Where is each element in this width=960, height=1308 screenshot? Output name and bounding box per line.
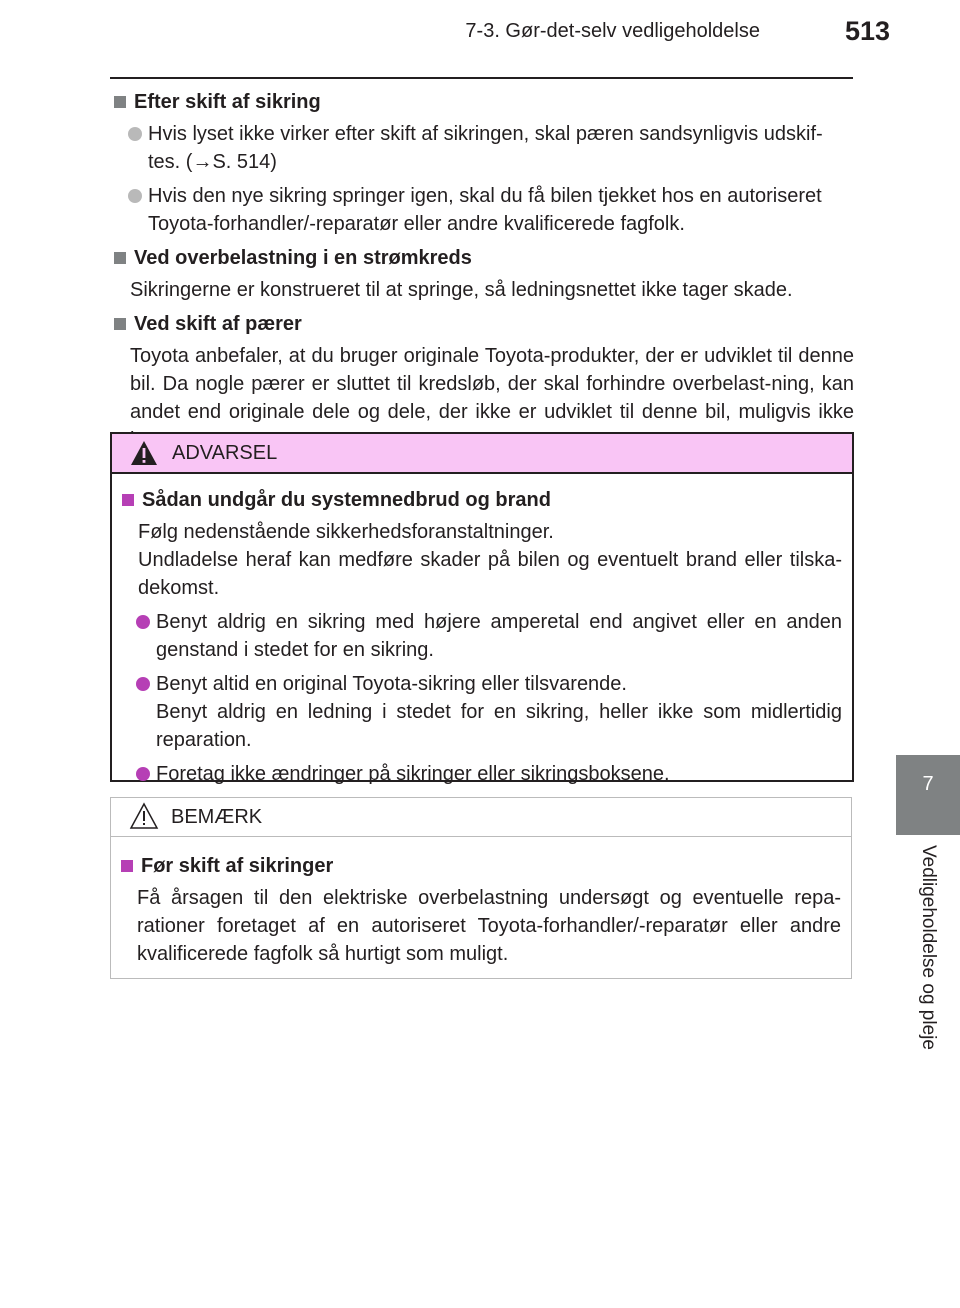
chapter-title: Vedligeholdelse og pleje bbox=[918, 845, 939, 1050]
note-text: Få årsagen til den elektriske overbelastning undersøgt og eventuelle repa-rationer foretaget af en autoriseret Toyota-forhandler/-reparatør eller andre kvalificerede fagfolk så hurtigt som muligt. bbox=[137, 887, 841, 965]
section-title: 7-3. Gør-det-selv vedligeholdelse bbox=[465, 20, 760, 42]
page-number: 513 bbox=[844, 16, 890, 46]
bullet-text: Benyt aldrig en ledning i stedet for en sikring, heller ikke som midlertidig reparation. bbox=[156, 701, 842, 751]
paragraph: Toyota anbefaler, at du bruger originale Toyota-produkter, der er udviklet til denne bil. Da nogle pærer er sluttet til kredsløb, der skal forhindre overbelast-ning, kan andet end originale dele og dele, der ikke er udviklet til denne bil, muligvis ikke bbox=[130, 345, 854, 423]
warning-bullet bbox=[136, 608, 842, 664]
section-heading bbox=[112, 244, 854, 272]
warning-bullet bbox=[136, 760, 842, 788]
circle-bullet-icon bbox=[136, 615, 150, 629]
circle-bullet-icon bbox=[128, 189, 142, 203]
bullet-text: Hvis den nye sikring springer igen, skal du få bilen tjekket hos en autoriseret Toyota-forhandler/-reparatør eller andre kvalificerede fagfolk. bbox=[148, 185, 822, 235]
square-bullet-icon bbox=[114, 318, 126, 330]
note-box bbox=[110, 797, 852, 979]
heading-text: Ved overbelastning i en strømkreds bbox=[134, 247, 472, 269]
circle-bullet-icon bbox=[136, 767, 150, 781]
bullet-text: Benyt altid en original Toyota-sikring eller tilsvarende. bbox=[156, 673, 627, 695]
warning-header bbox=[112, 434, 852, 474]
square-bullet-icon bbox=[121, 860, 133, 872]
warning-triangle-icon bbox=[130, 440, 158, 466]
warning-intro: Undladelse heraf kan medføre skader på bilen og eventuelt brand eller tilska-dekomst. bbox=[138, 549, 842, 599]
paragraph: Sikringerne er konstrueret til at springe, så ledningsnettet ikke tager skade. bbox=[130, 279, 793, 301]
section-heading bbox=[112, 310, 854, 338]
heading-text: Efter skift af sikring bbox=[134, 91, 321, 113]
square-bullet-icon bbox=[114, 96, 126, 108]
main-content bbox=[112, 88, 854, 460]
square-bullet-icon bbox=[122, 494, 134, 506]
caution-triangle-outline-icon bbox=[129, 802, 159, 830]
bullet-item bbox=[128, 120, 854, 176]
warning-bullet bbox=[136, 670, 842, 754]
warning-title: ADVARSEL bbox=[172, 442, 278, 464]
chapter-number: 7 bbox=[922, 773, 934, 795]
circle-bullet-icon bbox=[136, 677, 150, 691]
note-heading bbox=[119, 852, 841, 880]
bullet-text: Hvis lyset ikke virker efter skift af sikringen, skal pæren sandsynligvis udskif-tes. (→S. 514) bbox=[148, 123, 823, 173]
note-title: BEMÆRK bbox=[171, 806, 263, 828]
square-bullet-icon bbox=[114, 252, 126, 264]
bullet-item bbox=[128, 182, 854, 238]
section-heading bbox=[112, 88, 854, 116]
bullet-text: Foretag ikke ændringer på sikringer eller sikringsboksene. bbox=[156, 763, 670, 785]
circle-bullet-icon bbox=[128, 127, 142, 141]
warning-intro: Følg nedenstående sikkerhedsforanstaltninger. bbox=[138, 521, 554, 543]
heading-text: Før skift af sikringer bbox=[141, 855, 334, 877]
warning-body bbox=[120, 486, 842, 794]
warning-heading bbox=[120, 486, 842, 514]
header-divider bbox=[110, 77, 853, 79]
heading-text: Ved skift af pærer bbox=[134, 313, 302, 335]
heading-text: Sådan undgår du systemnedbrud og brand bbox=[142, 489, 551, 511]
warning-box bbox=[110, 432, 854, 785]
note-header bbox=[111, 798, 851, 837]
note-body bbox=[119, 852, 841, 974]
bullet-text: Benyt aldrig en sikring med højere amperetal end angivet eller en anden genstand i stedet for en sikring. bbox=[156, 611, 842, 661]
